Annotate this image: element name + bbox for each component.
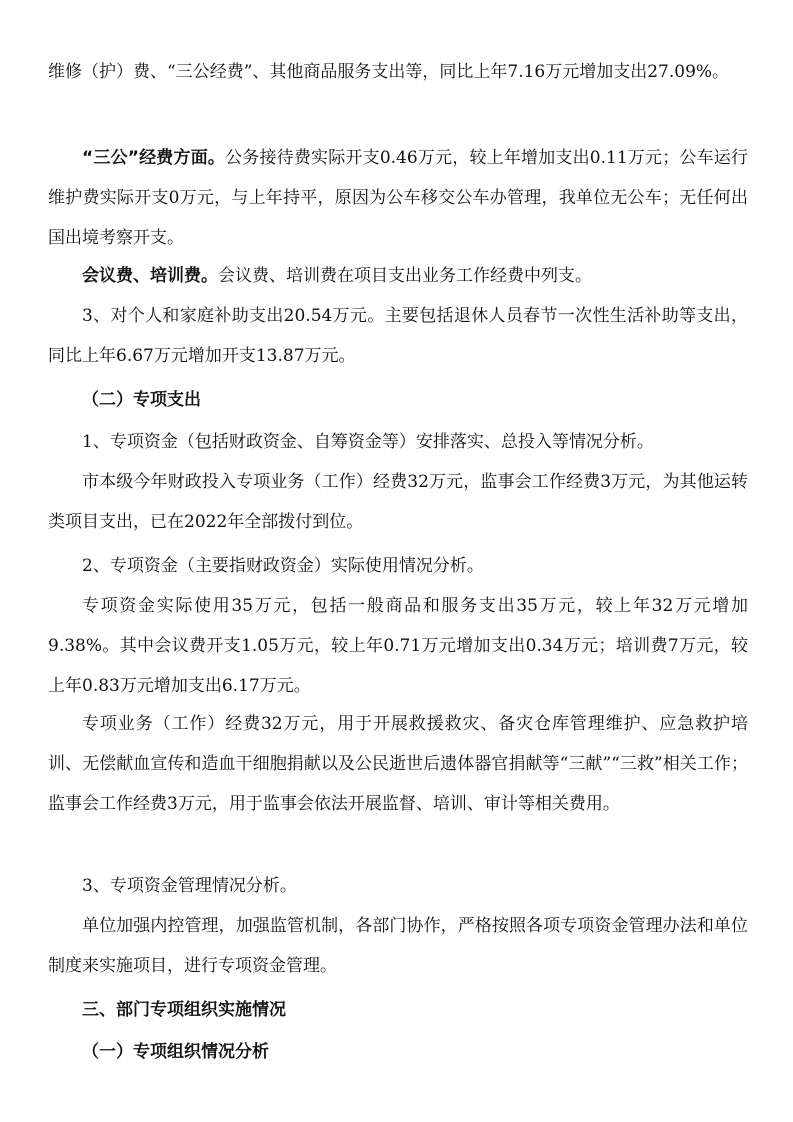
paragraph-actual-usage: 专项资金实际使用35万元，包括一般商品和服务支出35万元，较上年32万元增加9.38%。其中会议费开支1.05万元，较上年0.71万元增加支出0.34万元；培训费7万元，较上年0.83万元增加支出6.17万元。: [48, 596, 748, 696]
paragraph-personal-subsidy: 3、对个人和家庭补助支出20.54万元。主要包括退休人员春节一次性生活补助等支出，同比上年6.67万元增加开支13.87万元。: [48, 306, 748, 366]
lead-three-public: “三公”经费方面。: [82, 148, 226, 168]
paragraph-business-funds: 专项业务（工作）经费32万元，用于开展救援救灾、备灾仓库管理维护、应急救护培训、无偿献血宣传和造血干细胞捐献以及公民逝世后遗体器官捐献等“三献”“三救”相关工作；监事会工作经费3万元，用于监事会依法开展监督、培训、审计等相关费用。: [48, 714, 748, 814]
lead-meeting-training: 会议费、培训费。: [82, 266, 218, 286]
paragraph-special-funds-1: 1、专项资金（包括财政资金、自筹资金等）安排落实、总投入等情况分析。: [82, 432, 654, 452]
paragraph-continuation-expenses: 维修（护）费、“三公经费”、其他商品服务支出等，同比上年7.16万元增加支出27.09%。: [48, 62, 730, 82]
paragraph-meeting-training: 会议费、培训费。会议费、培训费在项目支出业务工作经费中列支。: [82, 266, 592, 286]
paragraph-internal-control: 单位加强内控管理，加强监管机制，各部门协作，严格按照各项专项资金管理办法和单位制度来实施项目，进行专项资金管理。: [48, 916, 748, 976]
heading-organization-analysis: （一）专项组织情况分析: [82, 1042, 269, 1062]
paragraph-special-funds-3: 3、专项资金管理情况分析。: [82, 876, 297, 896]
paragraph-special-funds-2: 2、专项资金（主要指财政资金）实际使用情况分析。: [82, 556, 484, 576]
heading-section-three: 三、部门专项组织实施情况: [82, 1000, 286, 1020]
paragraph-three-public-expenses: “三公”经费方面。公务接待费实际开支0.46万元，较上年增加支出0.11万元；公车运行维护费实际开支0万元，与上年持平，原因为公车移交公车办管理，我单位无公车；无任何出国出境考察开支。: [48, 148, 748, 248]
paragraph-city-investment: 市本级今年财政投入专项业务（工作）经费32万元，监事会工作经费3万元，为其他运转类项目支出，已在2022年全部拨付到位。: [48, 472, 748, 532]
heading-special-expenditure: （二）专项支出: [82, 390, 201, 410]
